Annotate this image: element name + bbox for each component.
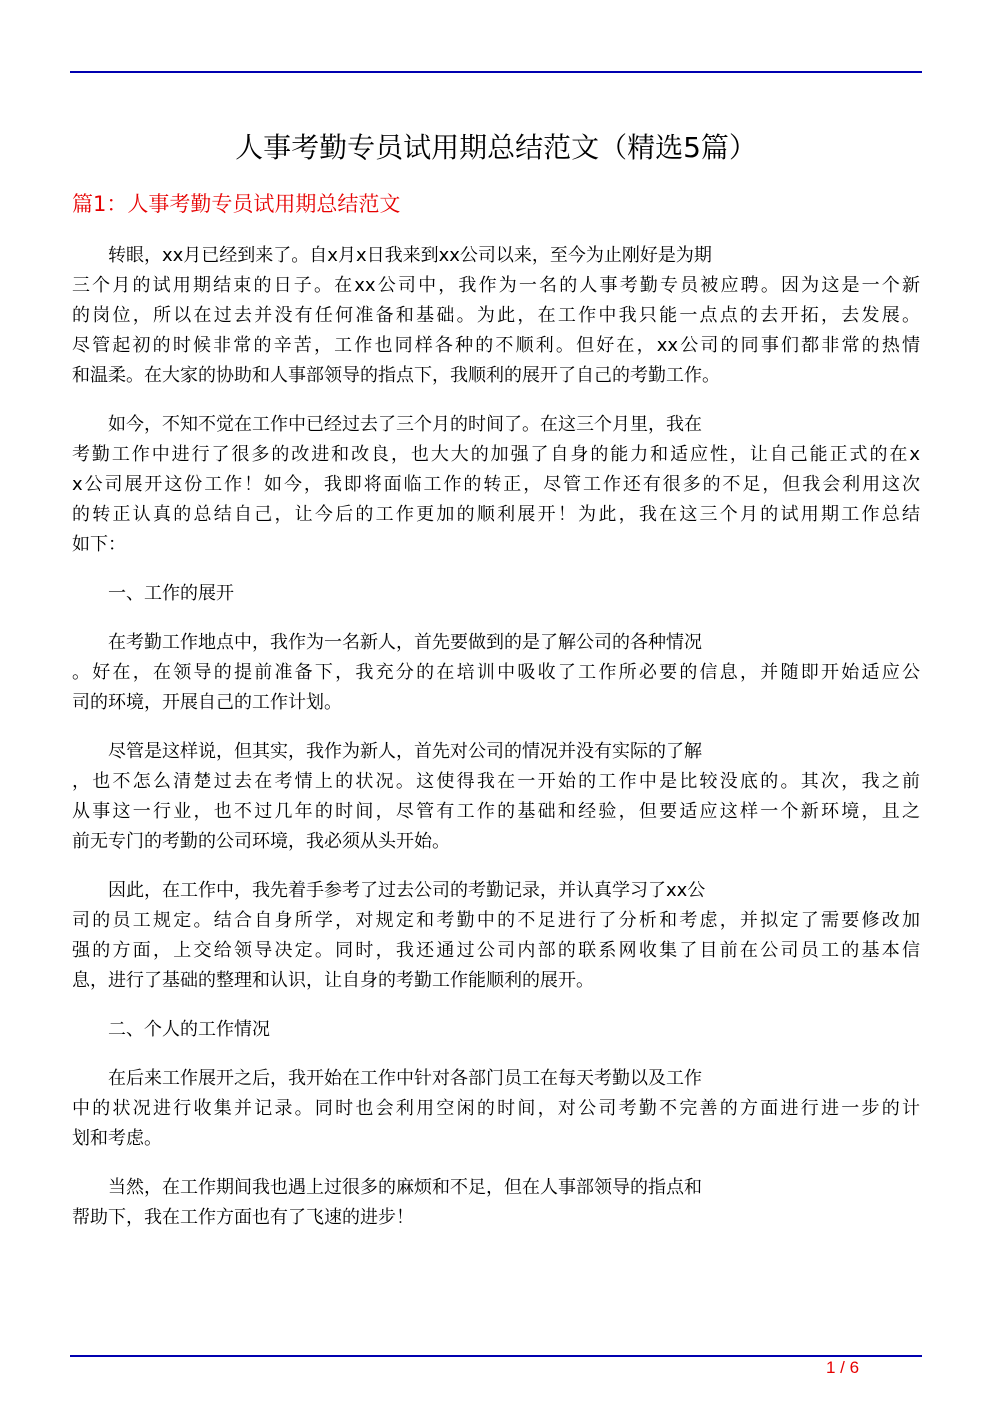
text-line: 司的员工规定。结合自身所学，对规定和考勤中的不足进行了分析和考虑，并拟定了需要修改加 bbox=[72, 910, 920, 931]
paragraph bbox=[72, 876, 920, 996]
text-line: 司的环境，开展自己的工作计划。 bbox=[72, 692, 342, 713]
header-rule bbox=[70, 71, 922, 73]
paragraph bbox=[72, 579, 920, 609]
paragraph bbox=[72, 241, 920, 391]
text-line: 三个月的试用期结束的日子。在xx公司中，我作为一名的人事考勤专员被应聘。因为这是一个新 bbox=[72, 275, 920, 296]
text-line: 考勤工作中进行了很多的改进和改良，也大大的加强了自身的能力和适应性，让自己能正式的在x bbox=[72, 444, 920, 465]
paragraph bbox=[72, 410, 920, 560]
text-line: 如下： bbox=[72, 534, 126, 555]
footer-rule bbox=[70, 1355, 922, 1357]
text-line: 尽管起初的时候非常的辛苦，工作也同样各种的不顺利。但好在，xx公司的同事们都非常的热情 bbox=[72, 335, 920, 356]
text-line: 的岗位，所以在过去并没有任何准备和基础。为此，在工作中我只能一点点的去开拓，去发展。 bbox=[72, 305, 920, 326]
text-line: 因此，在工作中，我先着手参考了过去公司的考勤记录，并认真学习了xx公 bbox=[108, 880, 706, 901]
page-number: 1 / 6 bbox=[826, 1358, 860, 1377]
paragraph bbox=[72, 1173, 920, 1233]
paragraph bbox=[72, 628, 920, 718]
text-line: 二、个人的工作情况 bbox=[108, 1019, 270, 1040]
text-line: 的转正认真的总结自己，让今后的工作更加的顺利展开！为此，我在这三个月的试用期工作总结 bbox=[72, 504, 920, 525]
text-line: 帮助下，我在工作方面也有了飞速的进步！ bbox=[72, 1207, 414, 1228]
text-line: 在考勤工作地点中，我作为一名新人，首先要做到的是了解公司的各种情况 bbox=[108, 632, 702, 653]
text-line: 转眼，xx月已经到来了。自x月x日我来到xx公司以来，至今为止刚好是为期 bbox=[108, 245, 712, 266]
text-line: 如今，不知不觉在工作中已经过去了三个月的时间了。在这三个月里，我在 bbox=[108, 414, 702, 435]
text-line: 尽管是这样说，但其实，我作为新人，首先对公司的情况并没有实际的了解 bbox=[108, 741, 702, 762]
text-line: 划和考虑。 bbox=[72, 1128, 162, 1149]
paragraph bbox=[72, 737, 920, 857]
document-body bbox=[72, 241, 920, 1252]
paragraph bbox=[72, 1015, 920, 1045]
text-line: 一、工作的展开 bbox=[108, 583, 234, 604]
text-line: 和温柔。在大家的协助和人事部领导的指点下，我顺利的展开了自己的考勤工作。 bbox=[72, 365, 720, 386]
section-heading: 篇1：人事考勤专员试用期总结范文 bbox=[72, 192, 401, 216]
text-line: 在后来工作展开之后，我开始在工作中针对各部门员工在每天考勤以及工作 bbox=[108, 1068, 702, 1089]
text-line: 从事这一行业，也不过几年的时间，尽管有工作的基础和经验，但要适应这样一个新环境，且之 bbox=[72, 801, 920, 822]
text-line: 强的方面，上交给领导决定。同时，我还通过公司内部的联系网收集了目前在公司员工的基本信 bbox=[72, 940, 920, 961]
text-line: ，也不怎么清楚过去在考情上的状况。这使得我在一开始的工作中是比较没底的。其次，我之前 bbox=[72, 771, 920, 792]
text-line: 息，进行了基础的整理和认识，让自身的考勤工作能顺利的展开。 bbox=[72, 970, 594, 991]
paragraph bbox=[72, 1064, 920, 1154]
text-line: 。好在，在领导的提前准备下，我充分的在培训中吸收了工作所必要的信息，并随即开始适应公 bbox=[72, 662, 920, 683]
text-line: x公司展开这份工作！如今，我即将面临工作的转正，尽管工作还有很多的不足，但我会利用这次 bbox=[72, 474, 920, 495]
text-line: 当然，在工作期间我也遇上过很多的麻烦和不足，但在人事部领导的指点和 bbox=[108, 1177, 702, 1198]
text-line: 中的状况进行收集并记录。同时也会利用空闲的时间，对公司考勤不完善的方面进行进一步的计 bbox=[72, 1098, 920, 1119]
text-line: 前无专门的考勤的公司环境，我必须从头开始。 bbox=[72, 831, 450, 852]
document-title: 人事考勤专员试用期总结范文（精选5篇） bbox=[235, 131, 757, 164]
